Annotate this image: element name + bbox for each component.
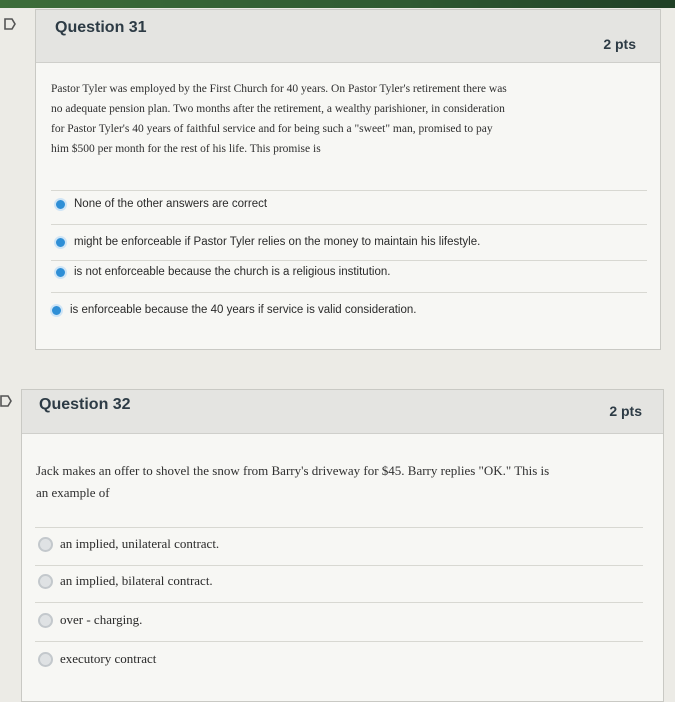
answer-label: None of the other answers are correct xyxy=(74,198,268,210)
question-32-answer-1[interactable] xyxy=(38,534,219,554)
question-31-text-line: no adequate pension plan. Two months after the retirement, a wealthy parishioner, in consideration xyxy=(51,103,505,115)
question-31-answer-3[interactable] xyxy=(54,262,390,282)
question-32-answer-4[interactable] xyxy=(38,649,156,669)
answer-divider xyxy=(35,641,643,642)
question-32-header xyxy=(22,390,663,434)
radio-button-icon[interactable] xyxy=(38,652,53,667)
answer-divider xyxy=(51,292,647,293)
radio-button-icon[interactable] xyxy=(38,613,53,628)
question-31-text xyxy=(51,79,651,159)
question-32-text-line: an example of xyxy=(36,485,110,500)
question-32-answer-3[interactable] xyxy=(38,610,142,630)
question-31-answer-2[interactable] xyxy=(54,232,480,252)
flag-question-32-icon[interactable] xyxy=(0,394,14,408)
radio-button-icon[interactable] xyxy=(38,537,53,552)
answer-label: is enforceable because the 40 years if service is valid consideration. xyxy=(70,304,417,316)
radio-button-icon[interactable] xyxy=(54,236,67,249)
answer-label: an implied, bilateral contract. xyxy=(60,573,213,588)
radio-button-icon[interactable] xyxy=(54,266,67,279)
question-31-text-line: for Pastor Tyler's 40 years of faithful service and for being such a "sweet" man, promised to pay xyxy=(51,123,493,135)
question-32-text-line: Jack makes an offer to shovel the snow from Barry's driveway for $45. Barry replies "OK." This is xyxy=(36,463,550,478)
answer-divider xyxy=(35,565,643,566)
question-31-text-line: him $500 per month for the rest of his life. This promise is xyxy=(51,143,321,155)
radio-button-icon[interactable] xyxy=(50,304,63,317)
question-32-title: Question 32 xyxy=(39,396,131,413)
question-32-points: 2 pts xyxy=(609,403,642,419)
answer-label: executory contract xyxy=(60,651,157,666)
answer-divider xyxy=(51,190,647,191)
question-32-answer-2[interactable] xyxy=(38,571,213,591)
answer-divider xyxy=(51,224,647,225)
question-31-card xyxy=(35,9,661,350)
answer-label: is not enforceable because the church is a religious institution. xyxy=(74,266,391,278)
radio-button-icon[interactable] xyxy=(54,198,67,211)
question-31-text-line: Pastor Tyler was employed by the First Church for 40 years. On Pastor Tyler's retirement there was xyxy=(51,83,507,95)
answer-divider xyxy=(35,527,643,528)
answer-label: over - charging. xyxy=(60,612,143,627)
question-31-answer-4[interactable] xyxy=(50,300,416,320)
window-top-strip xyxy=(0,0,675,8)
radio-button-icon[interactable] xyxy=(38,574,53,589)
question-32-card xyxy=(21,389,664,702)
question-31-header xyxy=(36,10,660,63)
answer-divider xyxy=(35,602,643,603)
flag-question-31-icon[interactable] xyxy=(3,17,17,31)
answer-divider xyxy=(51,260,647,261)
question-32-text xyxy=(36,460,651,504)
answer-label: an implied, unilateral contract. xyxy=(60,536,220,551)
question-31-points: 2 pts xyxy=(603,36,636,52)
question-31-title: Question 31 xyxy=(55,19,147,36)
answer-label: might be enforceable if Pastor Tyler relies on the money to maintain his lifestyle. xyxy=(74,236,481,248)
question-31-answer-1[interactable] xyxy=(54,194,267,214)
